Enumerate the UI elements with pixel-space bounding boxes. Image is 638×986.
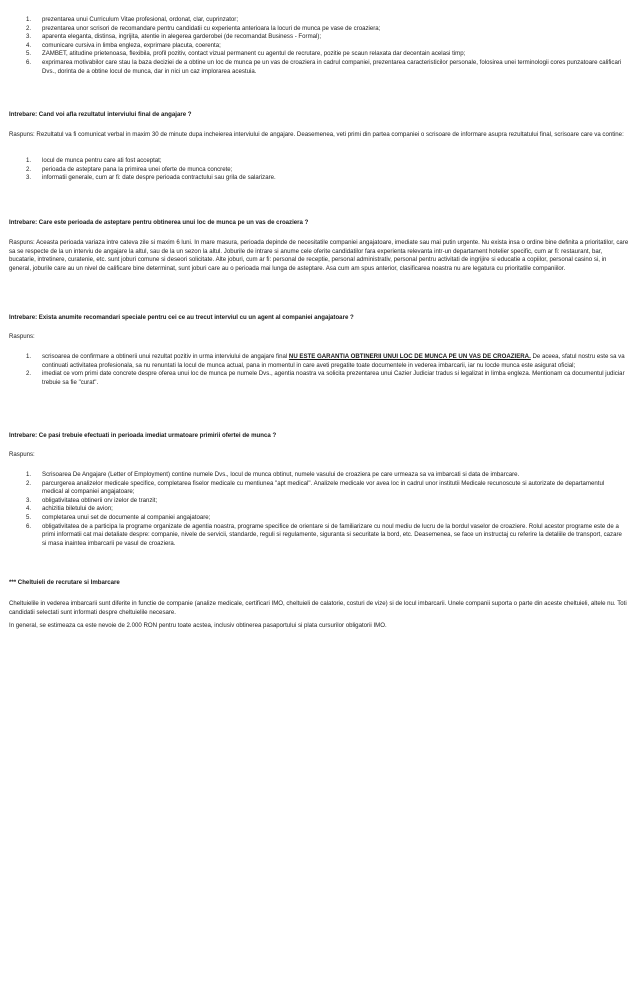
list-item: 1. locul de munca pentru care ati fost acceptat; bbox=[26, 157, 162, 164]
next-steps-list bbox=[9, 471, 625, 548]
costs-paragraph: Cheltuielile in vederea imbarcarii sunt diferite in functie de companie (analize medicale, certificari IMO, cheltuieli de calatorie, costuri de vize) si de locul imbarcarii. Unele companii suporta o parte din aceste cheltuieli, altele nu. Toti candidatii selectati sunt informati despre cheltuielile necesare. bbox=[9, 600, 627, 616]
list-item: 6. obligativitatea de a participa la programe organizate de agentia noastra, programe specifice de orientare si de familiarizare cu noul mediu de lucru de la bordul vaselor de croaziere. Rolul acestor programe este de a primi informatii cat mai detaliate despre: companie, nivele de servicii, standarde, reguli si regulamente, siguranta si securitate la bord, etc. Deasemenea, se face un instructaj cu referire la detaliile de transport, cazare si masa inaintea imbarcarii pe vasul de croaziera. bbox=[26, 522, 622, 547]
result-letter-list bbox=[9, 157, 625, 183]
list-item: 1. Scrisoarea De Angajare (Letter of Employment) contine numele Dvs., locul de munca obtinut, numele vasului de croaziera pe care urmeaza sa va imbarcati si data de imbarcare. bbox=[26, 471, 520, 478]
list-item: 1. scrisoarea de confirmare a obtinerii unui rezultat pozitiv in urma interviului de angajare final NU ESTE GARANTIA OBTINERII UNUI LOC DE MUNCA PE UN VAS DE CROAZIERA. De aceea, sfatul nostru este sa va continuati activitatea profesionala, sa nu renuntati la locul de munca actual, pana in momentul in care aveti pregatite toate documentele in vederea imbarcarii, iar nu locde munca este asigurat oficial; bbox=[26, 353, 625, 369]
list-item: 2. parcurgerea analizelor medicale specifice, completarea fiselor medicale cu mentiunea "apt medical". Analizele medicale vor avea loc in cadrul unor institutii Medicale recunoscute si autorizate de departamentul medical al companiei angajatoare; bbox=[26, 479, 605, 496]
list-item: 1. prezentarea unui Curriculum Vitae profesional, ordonat, clar, cuprinzator; bbox=[26, 16, 239, 23]
recommendations-list bbox=[9, 353, 625, 387]
list-item: 4. comunicare cursiva in limba engleza, exprimare placuta, coerenta; bbox=[26, 41, 221, 49]
list-item: 3. aparenta eleganta, distinsa, ingrijita, atentie in alegerea garderobei (de recomandat Business - Formal); bbox=[26, 33, 322, 41]
answer-paragraph: Raspuns: Aceasta perioada variaza intre cateva zile si maxim 6 luni. In mare masura, perioada depinde de necesitatile companiei angajatoare, imediate sau mai putin urgente. Nu exista insa o ordine bine definita a prioritatilor, care sa se respecte de la un interviu de angajare la altul, sau de la un sezon la altul. Joburile de intrare si anume cele oferite candidatilor fara experienta relevanta intr-un departament hotelier specific, cum ar fi: restaurant, bar, bucatarie, intretinere, curatenie, etc. sunt joburi comune si deseori solicitate. Alte joburi, cum ar fi: personal de receptie, personal administrativ, personal pentru activitati de ingrijire si educatie a copiilor, personal casino si, in general, joburile care au un nivel de calificare bine determinat, sunt joburi care au o perioada mai lunga de asteptare. Asa cum am spus anterior, clasificarea noastra nu are legatura cu prioritatile companiilor. bbox=[9, 239, 629, 272]
list-item: 2. imediat ce vom primi date concrete despre oferea unui loc de munca pe numele Dvs., agentia noastra va solicita prezentarea unui Cazier Judiciar tradus si legalizat in limba engleza. Mentionam ca documentul judiciar trebuie sa fie "curat". bbox=[26, 370, 625, 386]
answer-paragraph: Raspuns: Rezultatul va fi comunicat verbal in maxim 30 de minute dupa incheierea interviului de angajare. Deasemenea, veti primi din partea companiei o scrisoare de informare asupra rezultatului final, scrisoare care va contine: bbox=[9, 131, 624, 138]
costs-paragraph: In general, se estimeaza ca este nevoie de 2.000 RON pentru toate acstea, inclusiv obtinerea pasaportului si plata cursurilor obligatorii IMO. bbox=[9, 622, 387, 629]
interview-tips-list bbox=[9, 16, 625, 76]
question-heading: Intrebare: Cand voi afla rezultatul interviului final de angajare ? bbox=[9, 111, 192, 118]
answer-label: Raspuns: bbox=[9, 451, 35, 458]
list-item: 2. prezentarea unor scrisori de recomandare pentru candidatii cu experienta anterioara la locuri de munca pe vase de croaziera; bbox=[26, 24, 381, 32]
question-heading: Intrebare: Exista anumite recomandari speciale pentru cei ce au trecut interviul cu un agent al companiei angajatoare ? bbox=[9, 314, 354, 321]
list-item: 4. achizitia biletului de avion; bbox=[26, 505, 113, 513]
list-item: 5. completarea unui set de documente al companiei angajatoare; bbox=[26, 513, 211, 521]
list-item: 2. perioada de asteptare pana la primirea unei oferte de munca concrete; bbox=[26, 165, 233, 173]
list-item: 3. obligativitatea obtinerii orv izelor de tranzit; bbox=[26, 496, 158, 504]
answer-label: Raspuns: bbox=[9, 333, 35, 340]
list-item: 6. exprimarea motivabilor care stau la baza deciziei de a obtine un loc de munca pe un vas de croaziera in cadrul companiei, prezentarea caracteristicilor personale, folosirea unei terminologii cores punzatoare calificari Dvs., dorinta de a obtine locul de munca, dar in nici un caz implorarea acestuia. bbox=[26, 58, 622, 75]
question-heading: Intrebare: Care este perioada de asteptare pentru obtinerea unui loc de munca pe un vas de croaziera ? bbox=[9, 219, 309, 226]
section-heading: *** Cheltuieli de recrutare si Imbarcare bbox=[9, 579, 120, 586]
question-heading: Intrebare: Ce pasi trebuie efectuati in perioada imediat urmatoare primirii ofertei de munca ? bbox=[9, 432, 277, 439]
warning-emphasis: NU ESTE GARANTIA OBTINERII UNUI LOC DE MUNCA PE UN VAS DE CROAZIERA. bbox=[288, 353, 531, 360]
list-item: 5. ZAMBET, atitudine prietenoasa, flexibila, profil pozitiv, contact vizual permanent cu agentul de recrutare, pozitie pe scaun relaxata dar decentain acelasi timp; bbox=[26, 50, 466, 58]
list-item: 3. informatii generale, cum ar fi: date despre perioada contractului sau grila de salarizare. bbox=[26, 174, 276, 182]
